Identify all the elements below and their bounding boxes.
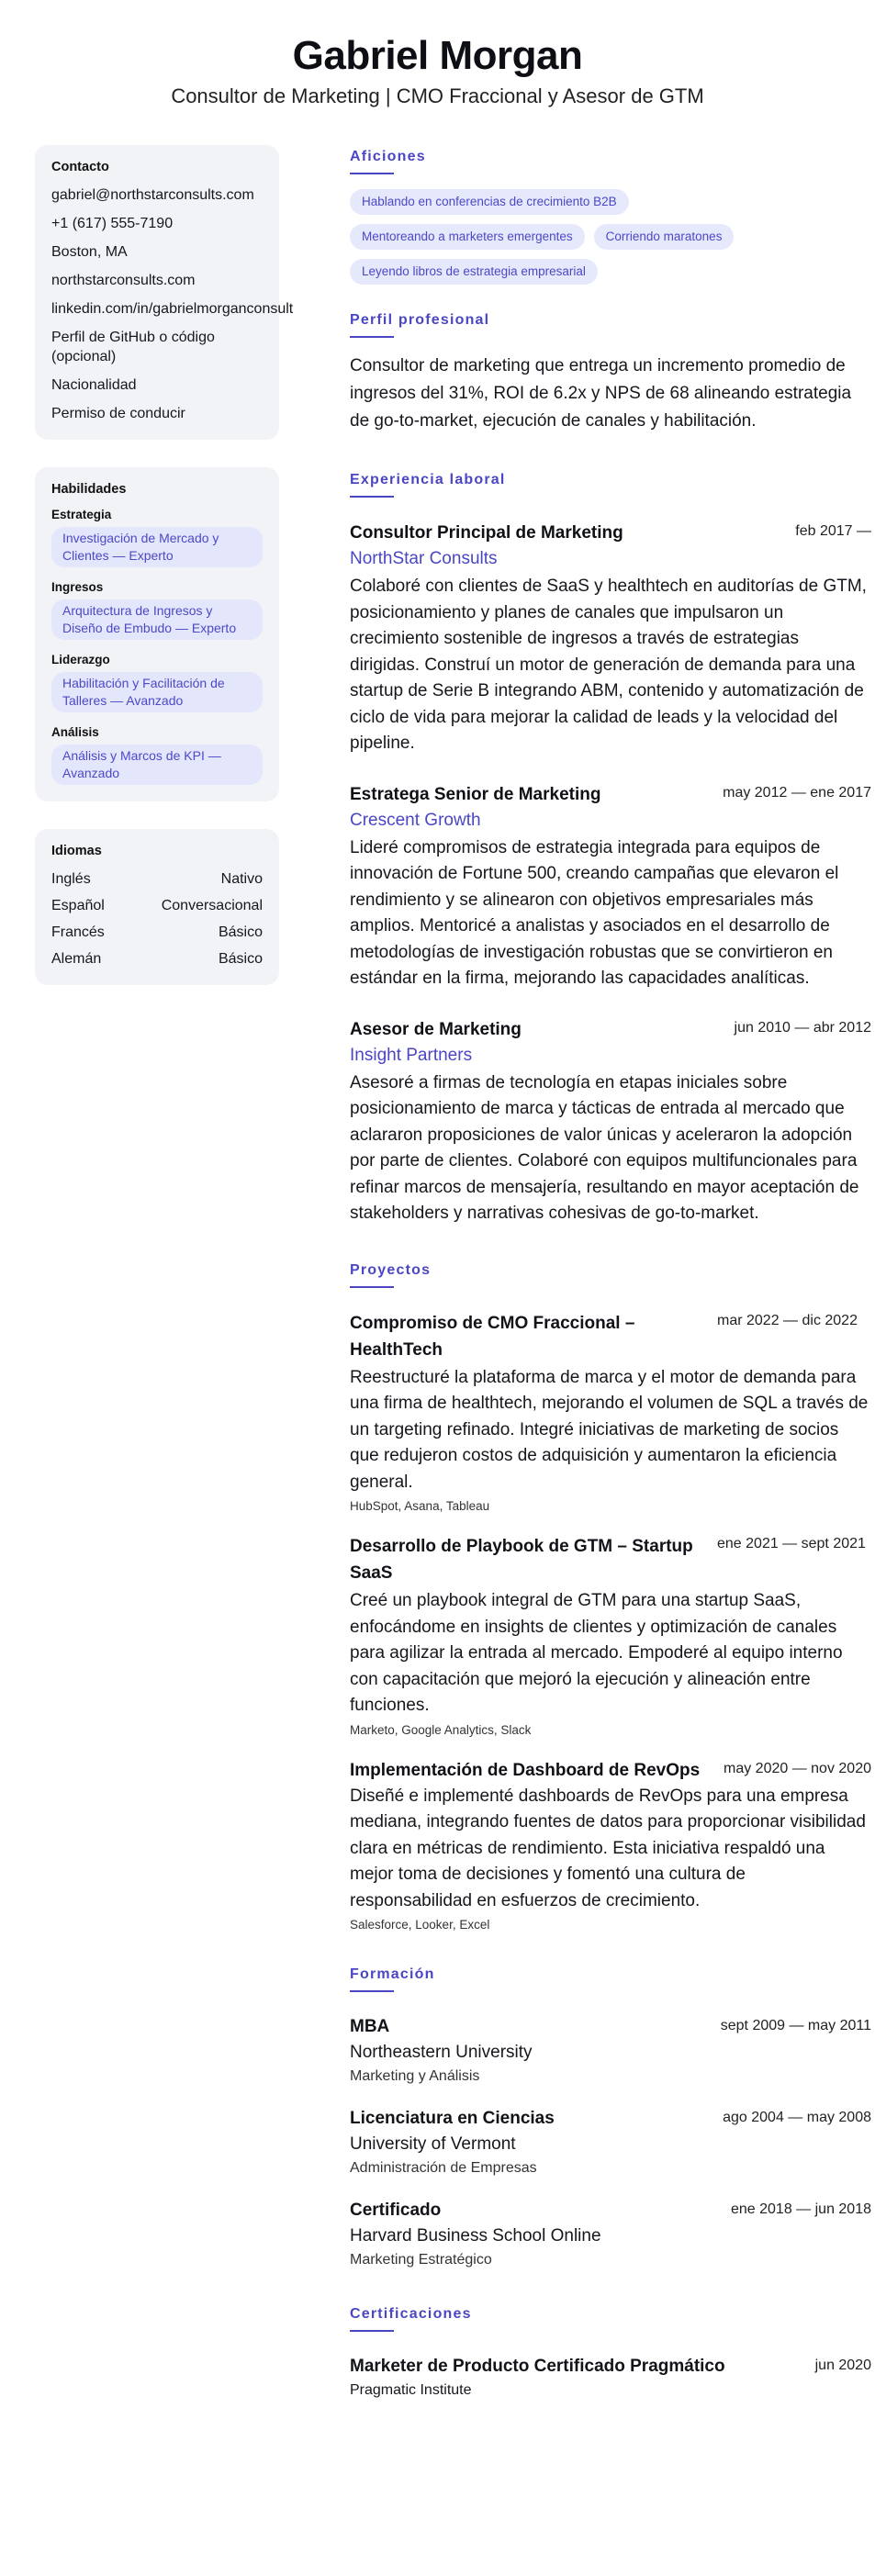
contact-location: Boston, MA — [51, 244, 128, 260]
language-row — [51, 896, 263, 915]
education-dates: ago 2004 — may 2008 — [723, 2110, 871, 2125]
project-entry — [350, 1533, 871, 1737]
skill-pill: Arquitectura de Ingresos y Diseño de Embudo — Experto — [51, 599, 263, 640]
job-company: NorthStar Consults — [350, 549, 498, 568]
contact-nationality: Nacionalidad — [51, 377, 137, 393]
languages-heading: Idiomas — [51, 844, 102, 858]
section-divider — [350, 2330, 394, 2332]
experience-entry — [350, 781, 871, 992]
skill-pill: Análisis y Marcos de KPI — Avanzado — [51, 745, 263, 785]
contact-license: Permiso de conducir — [51, 406, 185, 421]
job-description: Colaboré con clientes de SaaS y healthtech en auditorías de GTM, posicionamiento y planes de canales que impulsaron un crecimiento sostenible de ingresos a través de estrategias dirigidas. Construí un motor de generación de demanda para una startup de Serie B integrando ABM, contenido y automatización de ciclo de vida para mejorar la calidad de leads y la velocidad del pipeline. — [350, 577, 867, 753]
experience-entry — [350, 520, 871, 757]
language-row — [51, 869, 263, 889]
contact-linkedin[interactable]: linkedin.com/in/gabrielmorganconsult — [51, 301, 294, 317]
profile-summary: Consultor de marketing que entrega un incremento promedio de ingresos del 31%, ROI de 6.2x y NPS de 68 alineando estrategia de go-to-market, ejecución de canales y habilitación. — [350, 356, 852, 431]
skills-card — [35, 467, 279, 801]
section-divider — [350, 1990, 394, 1992]
sidebar — [35, 145, 294, 2425]
language-name: Francés — [51, 924, 105, 940]
projects-section — [350, 1262, 871, 1932]
language-level: Básico — [218, 924, 263, 940]
profile-section — [350, 312, 871, 435]
project-description: Reestructuré la plataforma de marca y el motor de demanda para una firma de healthtech, mejorando el volumen de SQL a través de un targeting refinado. Integré iniciativas de marketing de socios que redujeron costos de adquisición y aumentaron la eficiencia general. — [350, 1367, 869, 1492]
skills-heading: Habilidades — [51, 482, 127, 497]
project-title: Implementación de Dashboard de RevOps — [350, 1760, 701, 1780]
experience-heading: Experiencia laboral — [350, 472, 506, 487]
certification-entry — [350, 2354, 871, 2402]
language-row — [51, 949, 263, 969]
contact-email[interactable]: gabriel@northstarconsults.com — [51, 187, 254, 203]
language-name: Español — [51, 898, 105, 913]
person-name: Gabriel Morgan — [292, 33, 583, 78]
hobby-pill: Leyendo libros de estrategia empresarial — [350, 259, 598, 285]
certification-date: jun 2020 — [814, 2358, 871, 2373]
project-tools: HubSpot, Asana, Tableau — [350, 1499, 490, 1513]
project-dates: ene 2021 — sept 2021 — [717, 1536, 866, 1551]
language-level: Básico — [218, 951, 263, 967]
job-title: Consultor Principal de Marketing — [350, 523, 623, 543]
degree-title: Licenciatura en Ciencias — [350, 2109, 555, 2128]
resume-header — [0, 0, 875, 112]
project-dates: mar 2022 — dic 2022 — [717, 1312, 858, 1328]
hobby-pill: Mentoreando a marketers emergentes — [350, 224, 585, 250]
language-level: Conversacional — [161, 898, 263, 913]
study-field: Marketing Estratégico — [350, 2252, 492, 2268]
job-dates: jun 2010 — abr 2012 — [734, 1019, 871, 1036]
contact-website[interactable]: northstarconsults.com — [51, 273, 196, 288]
job-description: Lideré compromisos de estrategia integrada para equipos de innovación de Fortune 500, creando campañas que elevaron el rendimiento y se alinearon con objetivos empresariales más amplios. Mentoricé a analistas y asociados en el desarrollo de metodologías de investigación robustas que se convirtieron en estándar en la firma, mejorando las capacidades analíticas. — [350, 837, 839, 988]
hobby-pill: Corriendo maratones — [594, 224, 735, 250]
education-dates: sept 2009 — may 2011 — [720, 2018, 871, 2033]
school-name: Northeastern University — [350, 2043, 533, 2062]
section-divider — [350, 173, 394, 174]
hobby-pill: Hablando en conferencias de crecimiento B2B — [350, 189, 629, 215]
job-company: Insight Partners — [350, 1045, 473, 1065]
contact-phone[interactable]: +1 (617) 555-7190 — [51, 216, 174, 231]
profile-heading: Perfil profesional — [350, 312, 490, 328]
skill-pill: Investigación de Mercado y Clientes — Experto — [51, 527, 263, 567]
projects-heading: Proyectos — [350, 1261, 432, 1278]
contact-heading: Contacto — [51, 160, 109, 174]
project-tools: Salesforce, Looker, Excel — [350, 1918, 490, 1932]
skill-category: Estrategia — [51, 508, 112, 521]
experience-entry — [350, 1016, 871, 1227]
job-title: Asesor de Marketing — [350, 1019, 522, 1039]
study-field: Marketing y Análisis — [350, 2068, 480, 2084]
project-dates: may 2020 — nov 2020 — [724, 1760, 871, 1776]
skill-category: Liderazgo — [51, 653, 110, 666]
education-entry — [350, 2198, 871, 2271]
project-entry — [350, 1757, 871, 1932]
skill-category: Ingresos — [51, 580, 104, 594]
contact-card — [35, 145, 294, 440]
education-dates: ene 2018 — jun 2018 — [730, 2201, 871, 2217]
section-divider — [350, 1286, 394, 1288]
study-field: Administración de Empresas — [350, 2160, 537, 2176]
project-title: Compromiso de CMO Fraccional – HealthTech — [350, 1313, 635, 1360]
job-company: Crescent Growth — [350, 810, 481, 830]
education-entry — [350, 2106, 871, 2179]
school-name: Harvard Business School Online — [350, 2226, 601, 2246]
section-divider — [350, 336, 394, 338]
main-column — [350, 145, 871, 2425]
hobbies-heading: Aficiones — [350, 149, 426, 164]
job-title: Estratega Senior de Marketing — [350, 784, 601, 804]
education-section — [350, 1966, 871, 2271]
school-name: University of Vermont — [350, 2134, 516, 2154]
certification-issuer: Pragmatic Institute — [350, 2382, 472, 2398]
certifications-section — [350, 2306, 871, 2402]
person-title: Consultor de Marketing | CMO Fraccional y Asesor de GTM — [171, 84, 704, 107]
certification-title: Marketer de Producto Certificado Pragmático — [350, 2357, 725, 2376]
certifications-heading: Certificaciones — [350, 2306, 472, 2322]
education-heading: Formación — [350, 1966, 435, 1982]
education-entry — [350, 2014, 871, 2088]
degree-title: MBA — [350, 2017, 390, 2036]
languages-card — [35, 829, 279, 985]
contact-github: Perfil de GitHub o código (opcional) — [51, 330, 215, 364]
job-description: Asesoré a firmas de tecnología en etapas iniciales sobre posicionamiento de marca y tácticas de entrada al mercado que aclararon proposiciones de valor únicas y aceleraron la adopción por parte de clientes. Colaboré con equipos multifuncionales para refinar marcos de mensajería, resultando en mayor aceptación de stakeholders y narrativas cohesivas de go-to-market. — [350, 1072, 859, 1223]
section-divider — [350, 496, 394, 498]
experience-section — [350, 472, 871, 1227]
project-tools: Marketo, Google Analytics, Slack — [350, 1722, 532, 1737]
job-dates: may 2012 — ene 2017 — [723, 784, 871, 801]
language-name: Inglés — [51, 871, 91, 887]
hobbies-section — [350, 149, 871, 285]
language-row — [51, 923, 263, 942]
project-description: Diseñé e implementé dashboards de RevOps para una empresa mediana, integrando fuentes de datos para proporcionar visibilidad clara en métricas de rendimiento. Esta iniciativa respaldó una mejor toma de decisiones y fomentó una cultura de responsabilidad en esfuerzos de crecimiento. — [350, 1786, 866, 1910]
language-name: Alemán — [51, 951, 102, 967]
project-description: Creé un playbook integral de GTM para una startup SaaS, enfocándome en insights de clientes y optimización de canales para agilizar la entrada al mercado. Empoderé al equipo interno con capacitación que mejoró la ejecución y alineación entre funciones. — [350, 1591, 843, 1715]
job-dates: feb 2017 — — [795, 523, 871, 539]
project-entry — [350, 1310, 871, 1514]
language-level: Nativo — [220, 871, 263, 887]
degree-title: Certificado — [350, 2201, 442, 2220]
project-title: Desarrollo de Playbook de GTM – Startup SaaS — [350, 1537, 693, 1583]
hobby-pills — [350, 189, 871, 285]
skill-pill: Habilitación y Facilitación de Talleres — Avanzado — [51, 672, 263, 712]
skill-category: Análisis — [51, 725, 99, 739]
